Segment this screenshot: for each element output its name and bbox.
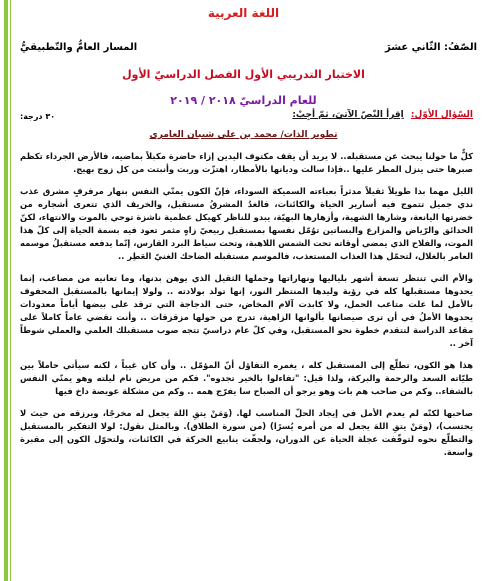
grade-label: الصّفُ: الثّاني عشرَ: [384, 42, 477, 53]
passage-paragraph: هذا هو الكون، تطلّع إلى المستقبل كله ، يغمره التفاؤل أنّ المؤمّل .. وأن كان غيباً ، لكنه سيأتي حاملاً بين طيّاته السعد والرحمة والبركة، ولذا قيل: "تفاءلوا بالخير تجدوه". فكم من مريض نام ليلته وهو يمنّي النفس بالشفاء.. وكم من صاحب هم بات وهو يرجو أن الصباح سا يفرّج همه .. وكم من مشكلة عويصة داخ فيها: [20, 360, 473, 396]
passage-title: [0, 130, 487, 140]
passage-paragraph: صاحبها لكنّه لم يعدم الأمل في إيجاد الحلّ المناسب لها. (وَمَنْ يتقِ اللهَ يجعل له مخرجًا، ويرزقه من حيث لا يحتسب)، (ومَنْ يتقِ اللهَ يجعل له من أمره يُسرًا) (من سورة الطلاق). وبالمثل نقول: لولا التفكير بالمستقبل والتطلّع نحوه لتوقّفت عجلة الحياة عن الدوران، ولجفّت ينابيع الحركة في الكائنات، ولتحوّل الكون إلى مقبرة واسعة.: [20, 408, 473, 457]
question-label: السّؤال الأوّل:: [410, 110, 473, 120]
decorative-side-bar: [4, 0, 8, 581]
question-marks: ٣٠ درجة:: [20, 112, 56, 121]
question-instruction: اِقرأ النّصّ الآتيَ، ثمّ أجِبْ:: [292, 110, 404, 120]
exam-title: الاختبار التدريبي الأول الفصل الدراسيّ الأول: [122, 68, 365, 81]
passage-title-text: تطوير الذات/ محمد بن علي شيبان العامري: [149, 130, 338, 140]
passage-paragraph: الليل مهما بدا طويلاً ثقيلاً مدثراً بعباءته السميكة السوداء، فإنّ الكون يمنّي النفس بنهار مرفرفٍ مشرق عذب ندي جميل تتموج فيه أسارير الحياة والكائنات، فالغدُ المشرقُ مستقبل، والخريف الذي تتعرى أشجاره من خضرتها اليانعة، وشارها الشهية، وأزهارها البهيّة، يبدو للناظر كهيكل عظمية ناشزة توحي بالموت والانتهاء، لكنّ الحدائق والرّياض والمزارع والبساتين توُمّل نفسها بمستقبل ربيعيّ زاهٍ مثمر تعود فيه بسمة الحياة إلى كلّ هذا الموت، والفلاح الذي يمضي أوقاته تحت الشمس اللاهبة، وتحت سياط البرد القارس، إنّما يدفعه مستقبلُ موسمه العامر بالغلال، لتحمّل هذا العذاب المستعذب، فالموسم مستقبله الضاحك الغنيّ العَطِر ..: [20, 186, 473, 261]
subject-title: اللغة العربية: [207, 6, 280, 20]
passage-body: [20, 150, 473, 468]
question-header: [20, 110, 473, 124]
passage-paragraph: كلٌّ ما حولنا يبحث عن مستقبله.. لا يريد أن يقف مكتوف اليدين إزاء حاضرة مكبلاً بماضيه، فالأرض الجرداء تكظم صبرها حتى ينزل المطر عليها ..فإذا سالت وديانها بالأمطار، اهتزّت وربت وأنبتت من كل زوج بهيج.: [20, 151, 473, 174]
passage-paragraph: والأم التي تنتظر تسعة أشهر بلياليها ونهاراتها وحملها الثقيل الذي يوهن بدنها، وما تعانيه من مصاعب، إنما يحدوها مستقبلها كله في رؤية وليدها المنتظر النور، إنها تولد بولادته .. ولولا إيمانها بالمستقبل المحفوف بالأمل لما علت متاعب الحمل، ولا كابدت آلام المخاض، حتى الدجاجة التي ترقد على بيضها أياماً معدودات يحدوها الأملُ في أن ترى صيصانها بألوانها الزاهية، تدرج من حولها مزقزقات .. وأنت تقضي عاماً كاملاً على مقاعد الدراسة لتتقدم خطوة نحو المستقبل، وفي كلّ عام دراسيّ تتجه صوب مستقبلك العلمي والعملي شوطاً آخر ..: [20, 273, 473, 348]
track-label: المسار العامُّ والتّطبيقيُّ: [20, 42, 138, 53]
academic-year: للعام الدراسيّ ٢٠١٨ / ٢٠١٩: [170, 94, 317, 107]
header-row: [20, 42, 477, 58]
decorative-side-line: [10, 0, 11, 581]
